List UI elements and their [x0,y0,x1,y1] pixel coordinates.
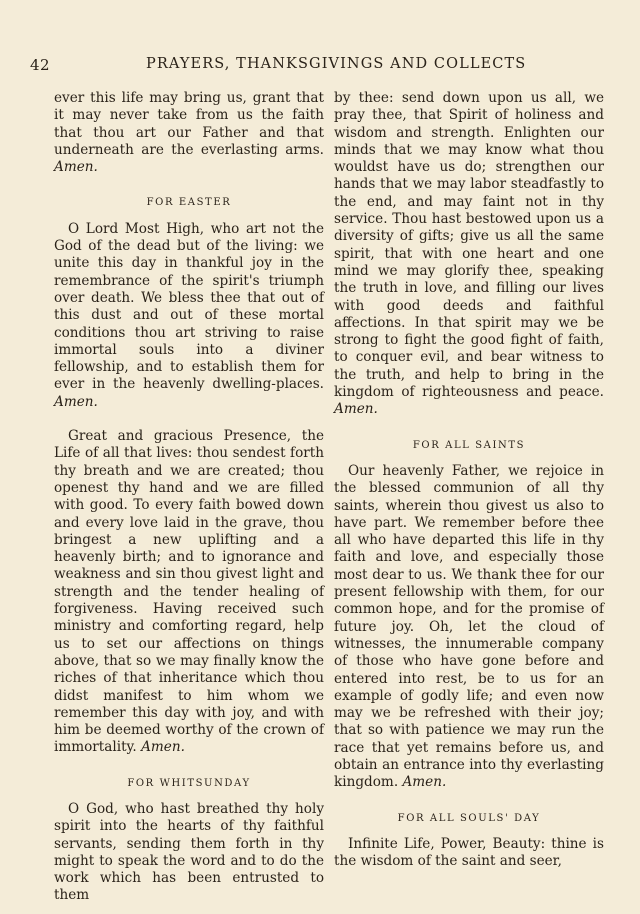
amen: Amen. [54,393,98,410]
section-heading-all-saints: FOR ALL SAINTS [412,439,526,451]
prayer-all-saints [334,463,604,792]
prayer-easter [54,221,324,411]
prayer-great-presence [54,428,324,757]
prayer-whitsunday-continued [334,90,604,419]
amen: Amen. [141,739,185,756]
section-heading-easter: FOR EASTER [146,197,232,209]
page-number: 42 [30,56,51,74]
prayer-whitsunday [54,801,324,905]
prayer-all-souls [334,836,604,871]
page-header [30,56,612,78]
prayer-continued [54,90,324,176]
prayer-text: O God, who hast breathed thy holy spirit into the hearts of thy faithful servants, sending them forth in thy might to speak the word and to do the work which has been entrusted to them [54,800,324,904]
prayer-text: Great and gracious Presence, the Life of all that lives: thou sendest forth thy breath and we are created; thou openest thy hand and we are filled with good. To every faith bowed down and every love laid in the grave, thou bringest a new uplifting and a heavenly birth; and to ignorance and weakness and sin thou givest light and strength and the tender healing of forgiveness. Having received such ministry and comforting regard, help us to set our affections on things above, that so we may finally know the riches of that inheritance which thou didst manifest to him whom we remember this day with joy, and with him be deemed worthy of the crown of immortality. [54,428,324,756]
left-column [54,90,324,905]
section-heading-whitsunday: FOR WHITSUNDAY [127,777,251,789]
prayer-text: Our heavenly Father, we rejoice in the blessed communion of all thy saints, wherein thou givest us also to have part. We remember before thee all who have departed this life in thy faith and love, and especially those most dear to us. We thank thee for our present fellowship with them, for our common hope, and for the promise of future joy. Oh, let the cloud of witnesses, the innumerable company of those who have gone before and entered into rest, be to us for an example of godly life; and even now may we be refreshed with their joy; that so with patience we may run the race that yet remains before us, and obtain an entrance into thy everlasting kingdom. [334,462,604,791]
right-column [334,90,604,870]
amen: Amen. [54,159,98,176]
prayer-text: O Lord Most High, who art not the God of the dead but of the living: we unite this day in thankful joy in the remembrance of the spirit's triumph over death. We bless thee that out of this dust and out of these mortal conditions thou art striving to raise immortal souls into a diviner fellowship, and to establish them for ever in the heavenly dwelling-places. [54,220,324,393]
amen: Amen. [334,401,378,418]
prayer-text: Infinite Life, Power, Beauty: thine is the wisdom of the saint and seer, [334,835,604,870]
section-heading-all-souls: FOR ALL SOULS' DAY [397,812,541,824]
amen: Amen. [402,774,447,791]
prayer-text: ever this life may bring us, grant that it may never take from us the faith that thou art our Father and that underneath are the everlasting arms. [54,90,324,158]
prayer-text: by thee: send down upon us all, we pray thee, that Spirit of holiness and wisdom and strength. Enlighten our minds that we may know what thou wouldst have us do; strengthen our hands that we may labor steadfastly to the end, and may faint not in thy service. Thou hast bestowed upon us a diversity of gifts; give us all the same spirit, that with one heart and one mind we may glorify thee, speaking the truth in love, and filling our lives with good deeds and faithful affections. In that spirit may we be strong to fight the good fight of faith, to conquer evil, and bear witness to the truth, and help to bring in the kingdom of righteousness and peace. [334,90,604,401]
running-title: PRAYERS, THANKSGIVINGS AND COLLECTS [146,56,527,72]
